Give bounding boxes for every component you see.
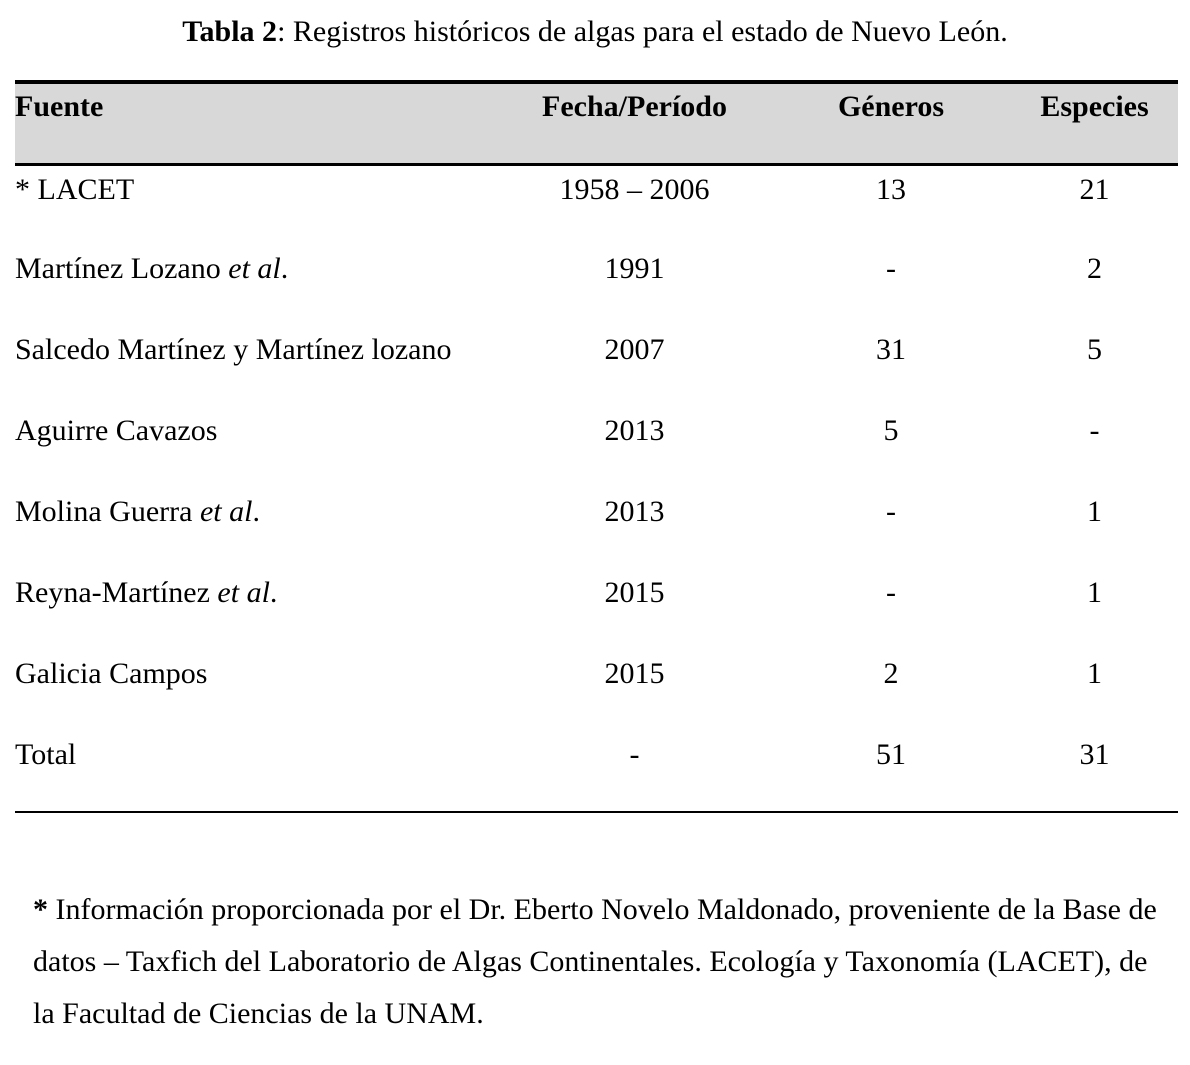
cell-fuente bbox=[15, 731, 498, 812]
table-caption-text: : Registros históricos de algas para el estado de Nuevo León. bbox=[277, 15, 1008, 48]
cell-fecha: 1958 – 2006 bbox=[559, 172, 710, 206]
cell-generos: 51 bbox=[876, 738, 906, 771]
cell-fecha: 2015 bbox=[604, 576, 665, 609]
footnote-asterisk: * bbox=[33, 893, 48, 926]
column-header-fuente: Fuente bbox=[15, 82, 498, 164]
fuente-etal: et al bbox=[199, 495, 253, 528]
cell-generos: - bbox=[886, 252, 896, 285]
fuente-suffix: . bbox=[280, 252, 289, 285]
table-row bbox=[15, 245, 1178, 326]
fuente-text: Galicia Campos bbox=[15, 657, 208, 690]
fuente-text: Molina Guerra bbox=[15, 495, 200, 528]
cell-especies: - bbox=[1089, 414, 1100, 447]
cell-fecha: 1991 bbox=[604, 252, 665, 285]
fuente-text: Martínez Lozano bbox=[15, 252, 229, 285]
cell-especies: 1 bbox=[1087, 657, 1102, 690]
table-footnote bbox=[33, 884, 1158, 1040]
records-table bbox=[15, 80, 1178, 813]
cell-fecha: 2007 bbox=[604, 333, 665, 366]
fuente-text: Aguirre Cavazos bbox=[15, 414, 218, 447]
cell-generos: 5 bbox=[883, 414, 899, 447]
cell-fecha: - bbox=[629, 738, 640, 771]
cell-generos: 2 bbox=[883, 657, 899, 690]
cell-fecha: 2013 bbox=[604, 495, 665, 528]
cell-especies: 21 bbox=[1079, 172, 1110, 206]
fuente-text: * LACET bbox=[15, 172, 135, 206]
fuente-suffix: . bbox=[269, 576, 278, 609]
table-caption bbox=[0, 15, 1190, 49]
cell-generos: - bbox=[886, 495, 896, 528]
cell-fuente bbox=[15, 407, 498, 488]
cell-especies: 1 bbox=[1087, 495, 1102, 528]
cell-fuente bbox=[15, 164, 498, 245]
cell-generos: 31 bbox=[876, 333, 906, 366]
table-row bbox=[15, 164, 1178, 245]
cell-especies: 5 bbox=[1087, 333, 1102, 366]
fuente-etal: et al bbox=[228, 252, 281, 285]
table-row bbox=[15, 650, 1178, 731]
table-row-total bbox=[15, 731, 1178, 812]
cell-especies: 2 bbox=[1087, 252, 1102, 285]
cell-fuente bbox=[15, 488, 498, 569]
cell-fecha: 2013 bbox=[604, 414, 665, 447]
column-header-generos: Géneros bbox=[771, 82, 1011, 164]
cell-especies: 1 bbox=[1087, 576, 1102, 609]
table-row bbox=[15, 488, 1178, 569]
table-row bbox=[15, 569, 1178, 650]
cell-fecha: 2015 bbox=[604, 657, 665, 690]
cell-fuente bbox=[15, 650, 498, 731]
column-header-fecha: Fecha/Período bbox=[498, 82, 771, 164]
header-row bbox=[15, 82, 1178, 164]
table-caption-label: Tabla 2 bbox=[182, 15, 278, 48]
fuente-etal: et al bbox=[217, 576, 270, 609]
column-header-especies: Especies bbox=[1011, 82, 1178, 164]
cell-especies: 31 bbox=[1079, 738, 1110, 771]
fuente-suffix: . bbox=[252, 495, 260, 528]
cell-generos: - bbox=[886, 576, 896, 609]
fuente-text: Reyna-Martínez bbox=[15, 576, 218, 609]
table-row bbox=[15, 326, 1178, 407]
cell-generos: 13 bbox=[876, 172, 906, 206]
cell-fuente bbox=[15, 569, 498, 650]
footnote-text: Información proporcionada por el Dr. Eberto Novelo Maldonado, proveniente de la Base de datos – Taxfich del Laboratorio de Algas Continentales. Ecología y Taxonomía (LACET), de la Facultad de Ciencias de la UNAM. bbox=[33, 893, 1157, 1030]
cell-fuente bbox=[15, 245, 498, 326]
table-row bbox=[15, 407, 1178, 488]
fuente-text: Total bbox=[15, 738, 77, 771]
cell-fuente bbox=[15, 326, 498, 407]
fuente-text: Salcedo Martínez y Martínez lozano bbox=[15, 333, 452, 366]
